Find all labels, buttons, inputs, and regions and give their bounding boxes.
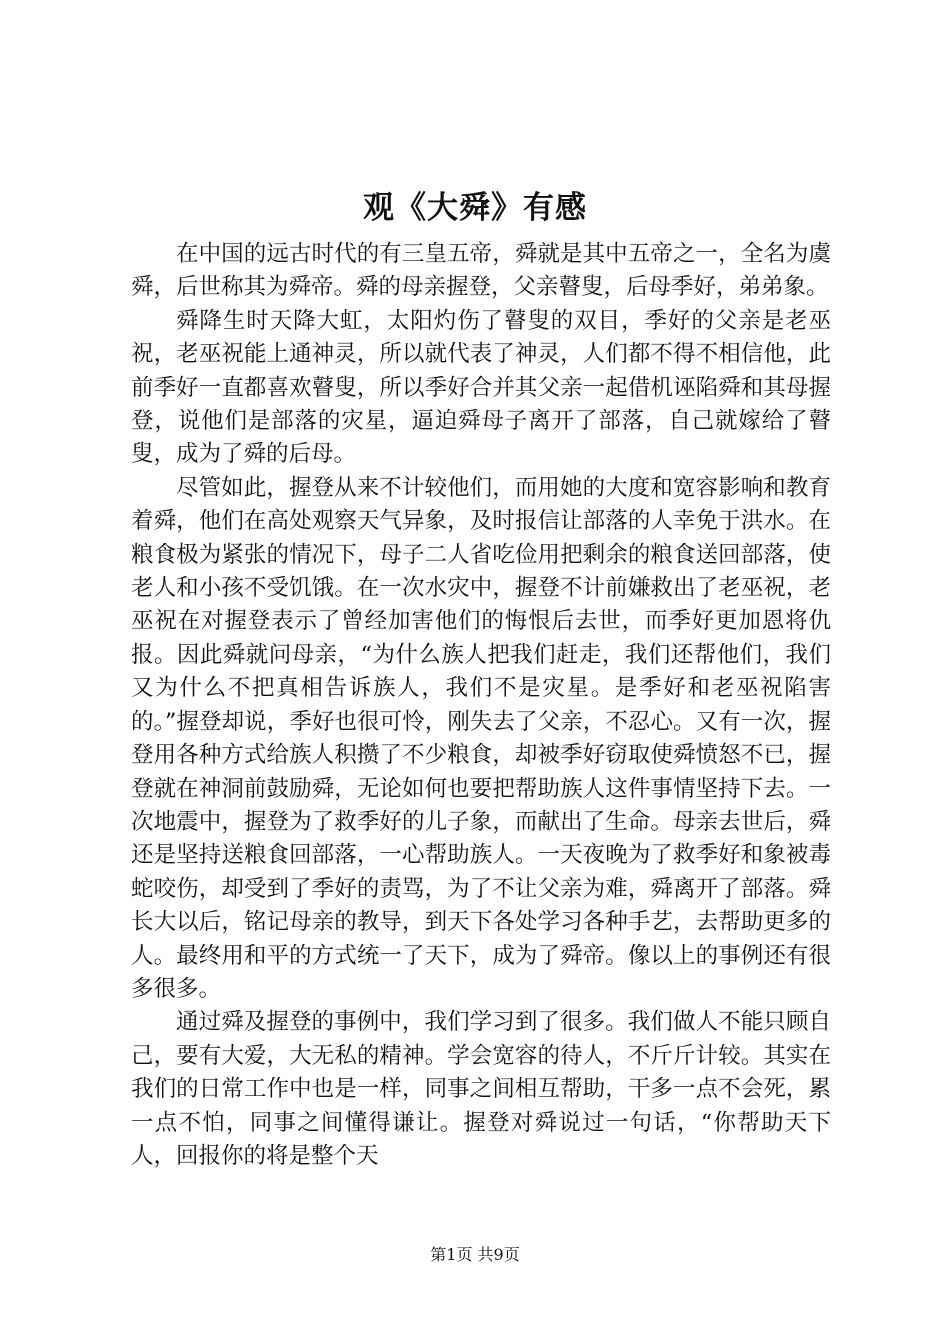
document-title: 观《大舜》有感 bbox=[363, 190, 587, 226]
paragraph: 在中国的远古时代的有三皇五帝，舜就是其中五帝之一，全名为虞舜，后世称其为舜帝。舜的母亲握登，父亲瞽叟，后母季好，弟弟象。 bbox=[131, 241, 831, 301]
paragraph: 舜降生时天降大虹，太阳灼伤了瞽叟的双目，季好的父亲是老巫祝，老巫祝能上通神灵，所以就代表了神灵，人们都不得不相信他，此前季好一直都喜欢瞽叟，所以季好合并其父亲一起借机诬陷舜和其母握登，说他们是部落的灾星，逼迫舜母子离开了部落，自己就嫁给了瞽叟，成为了舜的后母。 bbox=[131, 307, 831, 468]
paragraph: 尽管如此，握登从来不计较他们，而用她的大度和宽容影响和教育着舜，他们在高处观察天气异象，及时报信让部落的人幸免于洪水。在粮食极为紧张的情况下，母子二人省吃俭用把剩余的粮食送回部落，使老人和小孩不受饥饿。在一次水灾中，握登不计前嫌救出了老巫祝，老巫祝在对握登表示了曾经加害他们的悔恨后去世，而季好更加恩将仇报。因此舜就问母亲，“为什么族人把我们赶走，我们还帮他们，我们又为什么不把真相告诉族人，我们不是灾星。是季好和老巫祝陷害的。”握登却说，季好也很可怜，刚失去了父亲，不忍心。又有一次，握登用各种方式给族人积攒了不少粮食，却被季好窃取使舜愤怒不已，握登就在神洞前鼓励舜，无论如何也要把帮助族人这件事情坚持下去。一次地震中，握登为了救季好的儿子象，而献出了生命。母亲去世后，舜还是坚持送粮食回部落，一心帮助族人。一天夜晚为了救季好和象被毒蛇咬伤，却受到了季好的责骂，为了不让父亲为难，舜离开了部落。舜长大以后，铭记母亲的教导，到天下各处学习各种手艺，去帮助更多的人。最终用和平的方式统一了天下，成为了舜帝。像以上的事例还有很多很多。 bbox=[131, 474, 831, 1002]
page-footer: 第1页 共9页 bbox=[430, 1245, 520, 1264]
paragraph: 通过舜及握登的事例中，我们学习到了很多。我们做人不能只顾自己，要有大爱，大无私的精神。学会宽容的待人，不斤斤计较。其实在我们的日常工作中也是一样，同事之间相互帮助，干多一点不会死，累一点不怕，同事之间懂得谦让。握登对舜说过一句话，“你帮助天下人，回报你的将是整个天 bbox=[131, 1009, 831, 1169]
document-body bbox=[131, 238, 831, 1173]
